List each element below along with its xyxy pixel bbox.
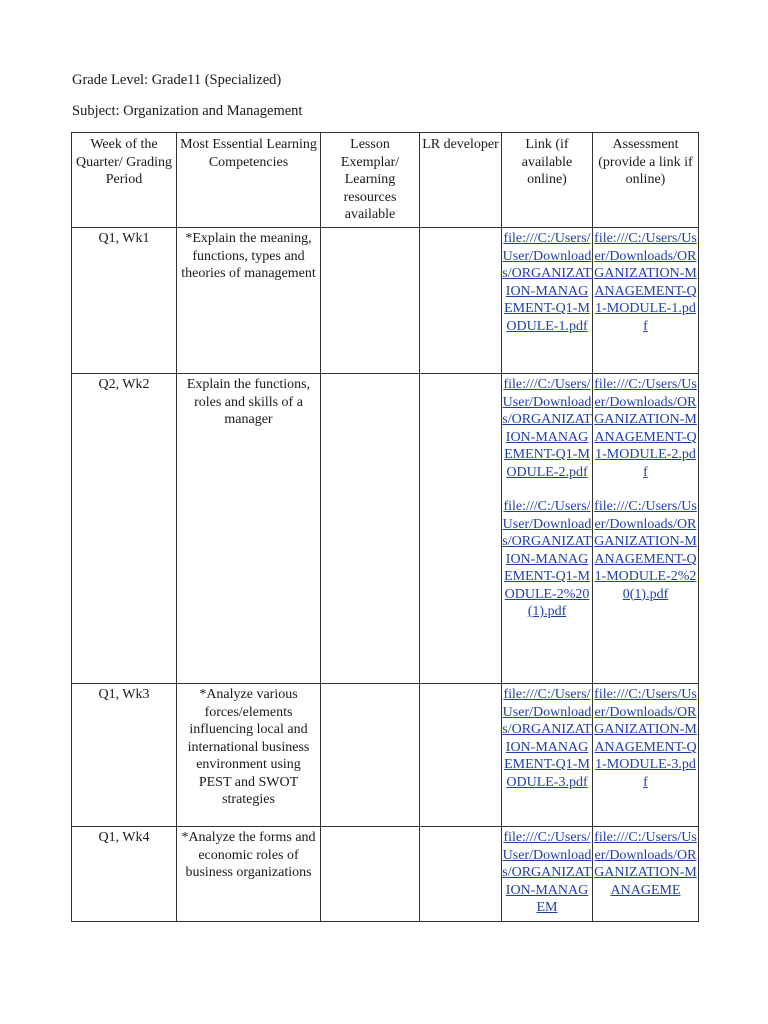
lr-developer-cell bbox=[420, 374, 502, 684]
column-header-lesson-exemplar: Lesson Exemplar/ Learning resources available bbox=[321, 133, 420, 228]
lr-developer-cell bbox=[420, 684, 502, 827]
module-link[interactable]: file:///C:/Users/User/Downloads/ORGANIZATION-MANAGEMENT-Q1-MODULE-2%20(1).pdf bbox=[502, 499, 592, 619]
assessment-link[interactable]: file:///C:/Users/User/Downloads/ORGANIZATION-MANAGEMENT-Q1-MODULE-2.pdf bbox=[594, 377, 697, 480]
link-cell bbox=[502, 827, 593, 922]
link-cell bbox=[502, 374, 593, 684]
assessment-link[interactable]: file:///C:/Users/User/Downloads/ORGANIZATION-MANAGEMENT-Q1-MODULE-2%20(1).pdf bbox=[594, 499, 697, 602]
week-cell: Q1, Wk3 bbox=[72, 684, 177, 827]
link-cell bbox=[502, 228, 593, 374]
column-header-assessment: Assessment (provide a link if online) bbox=[593, 133, 699, 228]
lr-developer-cell bbox=[420, 228, 502, 374]
competency-cell: Explain the functions, roles and skills of a manager bbox=[177, 374, 321, 684]
table-row bbox=[72, 374, 699, 684]
assessment-cell bbox=[593, 228, 699, 374]
week-cell: Q2, Wk2 bbox=[72, 374, 177, 684]
assessment-link[interactable]: file:///C:/Users/User/Downloads/ORGANIZATION-MANAGEME bbox=[594, 830, 697, 898]
week-cell: Q1, Wk4 bbox=[72, 827, 177, 922]
learning-plan-table bbox=[71, 132, 699, 922]
table-row bbox=[72, 827, 699, 922]
module-link[interactable]: file:///C:/Users/User/Downloads/ORGANIZATION-MANAGEMENT-Q1-MODULE-1.pdf bbox=[502, 231, 592, 334]
column-header-week: Week of the Quarter/ Grading Period bbox=[72, 133, 177, 228]
assessment-cell bbox=[593, 827, 699, 922]
lesson-exemplar-cell bbox=[321, 374, 420, 684]
lr-developer-cell bbox=[420, 827, 502, 922]
table-header-row bbox=[72, 133, 699, 228]
competency-cell: *Explain the meaning, functions, types and theories of management bbox=[177, 228, 321, 374]
table-row bbox=[72, 684, 699, 827]
lesson-exemplar-cell bbox=[321, 228, 420, 374]
competency-cell: *Analyze various forces/elements influencing local and international business environment using PEST and SWOT strategies bbox=[177, 684, 321, 827]
module-link[interactable]: file:///C:/Users/User/Downloads/ORGANIZATION-MANAGEMENT-Q1-MODULE-2.pdf bbox=[502, 377, 592, 480]
lesson-exemplar-cell bbox=[321, 827, 420, 922]
lesson-exemplar-cell bbox=[321, 684, 420, 827]
module-link[interactable]: file:///C:/Users/User/Downloads/ORGANIZATION-MANAGEMENT-Q1-MODULE-3.pdf bbox=[502, 687, 592, 790]
column-header-competencies: Most Essential Learning Competencies bbox=[177, 133, 321, 228]
column-header-lr-developer: LR developer bbox=[420, 133, 502, 228]
competency-cell: *Analyze the forms and economic roles of business organizations bbox=[177, 827, 321, 922]
subject-line: Subject: Organization and Management bbox=[72, 103, 303, 119]
module-link[interactable]: file:///C:/Users/User/Downloads/ORGANIZATION-MANAGEM bbox=[502, 830, 592, 915]
table-row bbox=[72, 228, 699, 374]
assessment-cell bbox=[593, 374, 699, 684]
assessment-link[interactable]: file:///C:/Users/User/Downloads/ORGANIZATION-MANAGEMENT-Q1-MODULE-1.pdf bbox=[594, 231, 697, 334]
assessment-link[interactable]: file:///C:/Users/User/Downloads/ORGANIZATION-MANAGEMENT-Q1-MODULE-3.pdf bbox=[594, 687, 697, 790]
assessment-cell bbox=[593, 684, 699, 827]
link-cell bbox=[502, 684, 593, 827]
grade-level-line: Grade Level: Grade11 (Specialized) bbox=[72, 72, 282, 88]
column-header-link: Link (if available online) bbox=[502, 133, 593, 228]
week-cell: Q1, Wk1 bbox=[72, 228, 177, 374]
